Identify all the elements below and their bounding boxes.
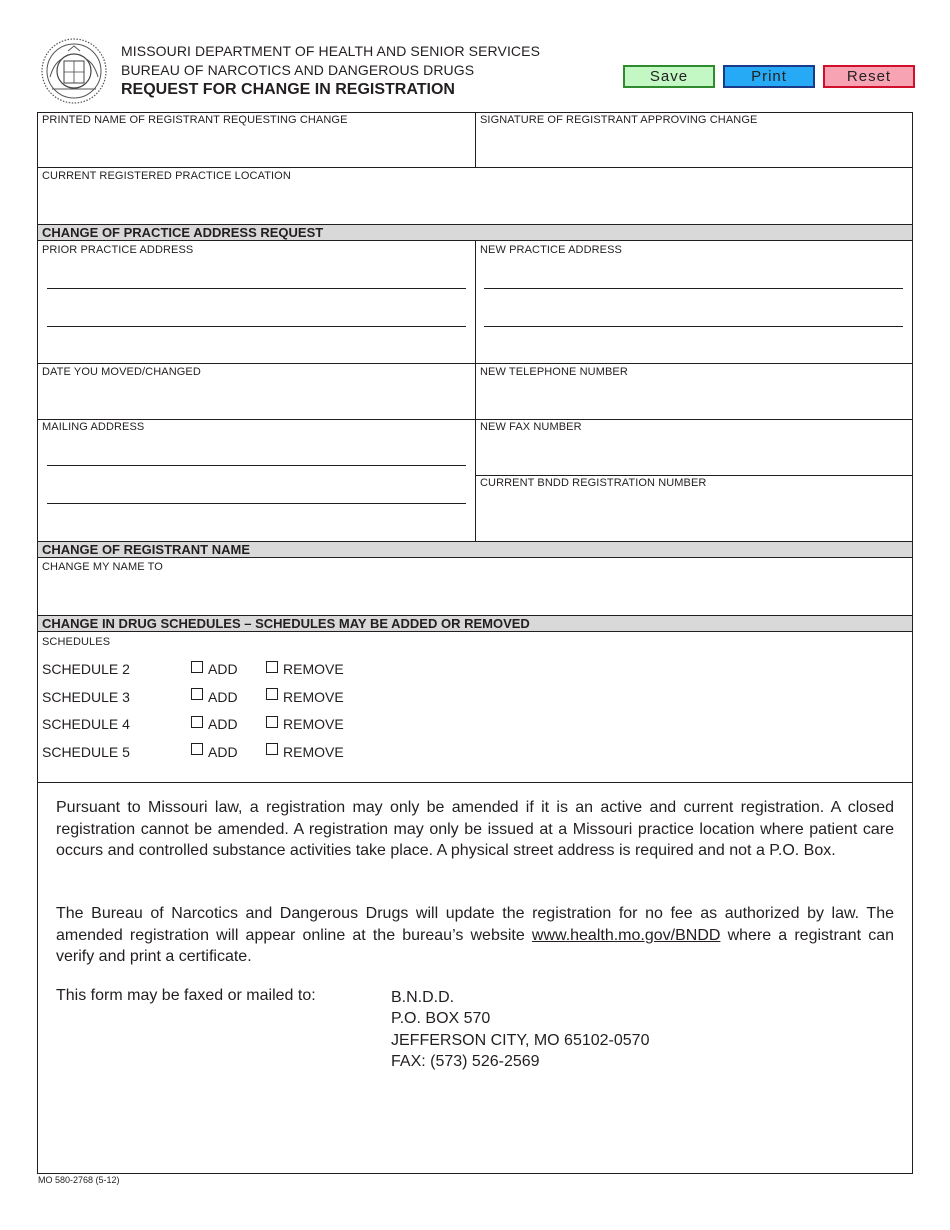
signature-label: SIGNATURE OF REGISTRANT APPROVING CHANGE [480,114,758,126]
info-paragraph-2 [56,903,894,968]
name-section-heading: CHANGE OF REGISTRANT NAME [42,542,250,557]
schedule-4-add-checkbox[interactable] [191,716,203,728]
remove-label: REMOVE [283,744,344,760]
state-seal-logo [40,37,108,105]
fax-line: FAX: (573) 526-2569 [391,1053,540,1070]
schedule-5-label: SCHEDULE 5 [42,744,130,760]
underline [47,326,466,327]
address-section-heading: CHANGE OF PRACTICE ADDRESS REQUEST [42,225,324,240]
save-button[interactable]: Save [623,65,715,88]
date-moved-label: DATE YOU MOVED/CHANGED [42,366,201,378]
add-label: ADD [208,716,238,732]
underline [484,326,903,327]
form-number: MO 580-2768 (5-12) [38,1175,120,1185]
schedules-label: SCHEDULES [42,636,111,648]
prior-address-line2-input[interactable] [47,306,466,326]
print-button[interactable]: Print [723,65,815,88]
bndd-number-input[interactable] [478,493,910,537]
schedules-section-heading: CHANGE IN DRUG SCHEDULES – SCHEDULES MAY BE ADDED OR REMOVED [42,616,530,631]
form-title: REQUEST FOR CHANGE IN REGISTRATION [121,81,455,98]
underline [47,465,466,466]
divider [475,475,913,476]
divider [475,241,476,541]
divider [37,782,913,783]
divider [475,112,476,168]
schedule-4-remove-checkbox[interactable] [266,716,278,728]
reset-button[interactable]: Reset [823,65,915,88]
change-name-label: CHANGE MY NAME TO [42,561,163,573]
schedule-3-label: SCHEDULE 3 [42,689,130,705]
new-phone-label: NEW TELEPHONE NUMBER [480,366,628,378]
new-fax-label: NEW FAX NUMBER [480,421,582,433]
department-name: MISSOURI DEPARTMENT OF HEALTH AND SENIOR SERVICES [121,43,541,59]
printed-name-label: PRINTED NAME OF REGISTRANT REQUESTING CHANGE [42,114,348,126]
add-label: ADD [208,689,238,705]
prior-address-label: PRIOR PRACTICE ADDRESS [42,244,194,256]
bndd-website-link[interactable]: www.health.mo.gov/BNDD [531,926,721,944]
remove-label: REMOVE [283,661,344,677]
schedule-5-add-checkbox[interactable] [191,743,203,755]
schedule-2-label: SCHEDULE 2 [42,661,130,677]
mailing-address-line2-input[interactable] [47,483,466,503]
add-label: ADD [208,661,238,677]
divider [37,419,913,420]
divider [37,167,913,168]
remove-label: REMOVE [283,689,344,705]
info-paragraph-2-text: The Bureau of Narcotics and Dangerous Drugs will update the registration for no fee as authorized by law. The amended registration will appear online at the bureau’s website [56,905,894,944]
add-label: ADD [208,744,238,760]
prior-address-line1-input[interactable] [47,268,466,288]
schedule-4-label: SCHEDULE 4 [42,716,130,732]
mailing-address-line1-input[interactable] [47,445,466,465]
address-line-3: JEFFERSON CITY, MO 65102-0570 [391,1032,650,1049]
printed-name-input[interactable] [40,130,472,164]
change-name-input[interactable] [40,577,910,611]
mail-instruction: This form may be faxed or mailed to: [56,987,316,1004]
info-paragraph-2-text-end: where a registrant can verify and print a certificate. [56,926,894,965]
new-fax-input[interactable] [478,437,910,471]
remove-label: REMOVE [283,716,344,732]
schedule-5-remove-checkbox[interactable] [266,743,278,755]
schedule-3-add-checkbox[interactable] [191,688,203,700]
schedule-2-remove-checkbox[interactable] [266,661,278,673]
mailing-address-label: MAILING ADDRESS [42,421,145,433]
new-address-label: NEW PRACTICE ADDRESS [480,244,622,256]
address-line-2: P.O. BOX 570 [391,1010,491,1027]
current-location-label: CURRENT REGISTERED PRACTICE LOCATION [42,170,291,182]
date-moved-input[interactable] [40,382,472,416]
signature-input[interactable] [478,130,910,164]
info-paragraph-1: Pursuant to Missouri law, a registration may only be amended if it is an active and current registration. A closed registration cannot be amended. A registration may only be issued at a Missouri practice location where patient care occurs and controlled substance activities take place. A physical street address is required and not a P.O. Box. [56,799,894,859]
new-address-line1-input[interactable] [484,268,903,288]
underline [484,288,903,289]
divider [37,363,913,364]
bndd-number-label: CURRENT BNDD REGISTRATION NUMBER [480,477,707,489]
underline [47,288,466,289]
bureau-name: BUREAU OF NARCOTICS AND DANGEROUS DRUGS [121,62,475,78]
schedule-3-remove-checkbox[interactable] [266,688,278,700]
current-location-input[interactable] [40,186,910,220]
new-address-line2-input[interactable] [484,306,903,326]
underline [47,503,466,504]
schedule-2-add-checkbox[interactable] [191,661,203,673]
new-phone-input[interactable] [478,382,910,416]
address-line-1: B.N.D.D. [391,989,455,1006]
